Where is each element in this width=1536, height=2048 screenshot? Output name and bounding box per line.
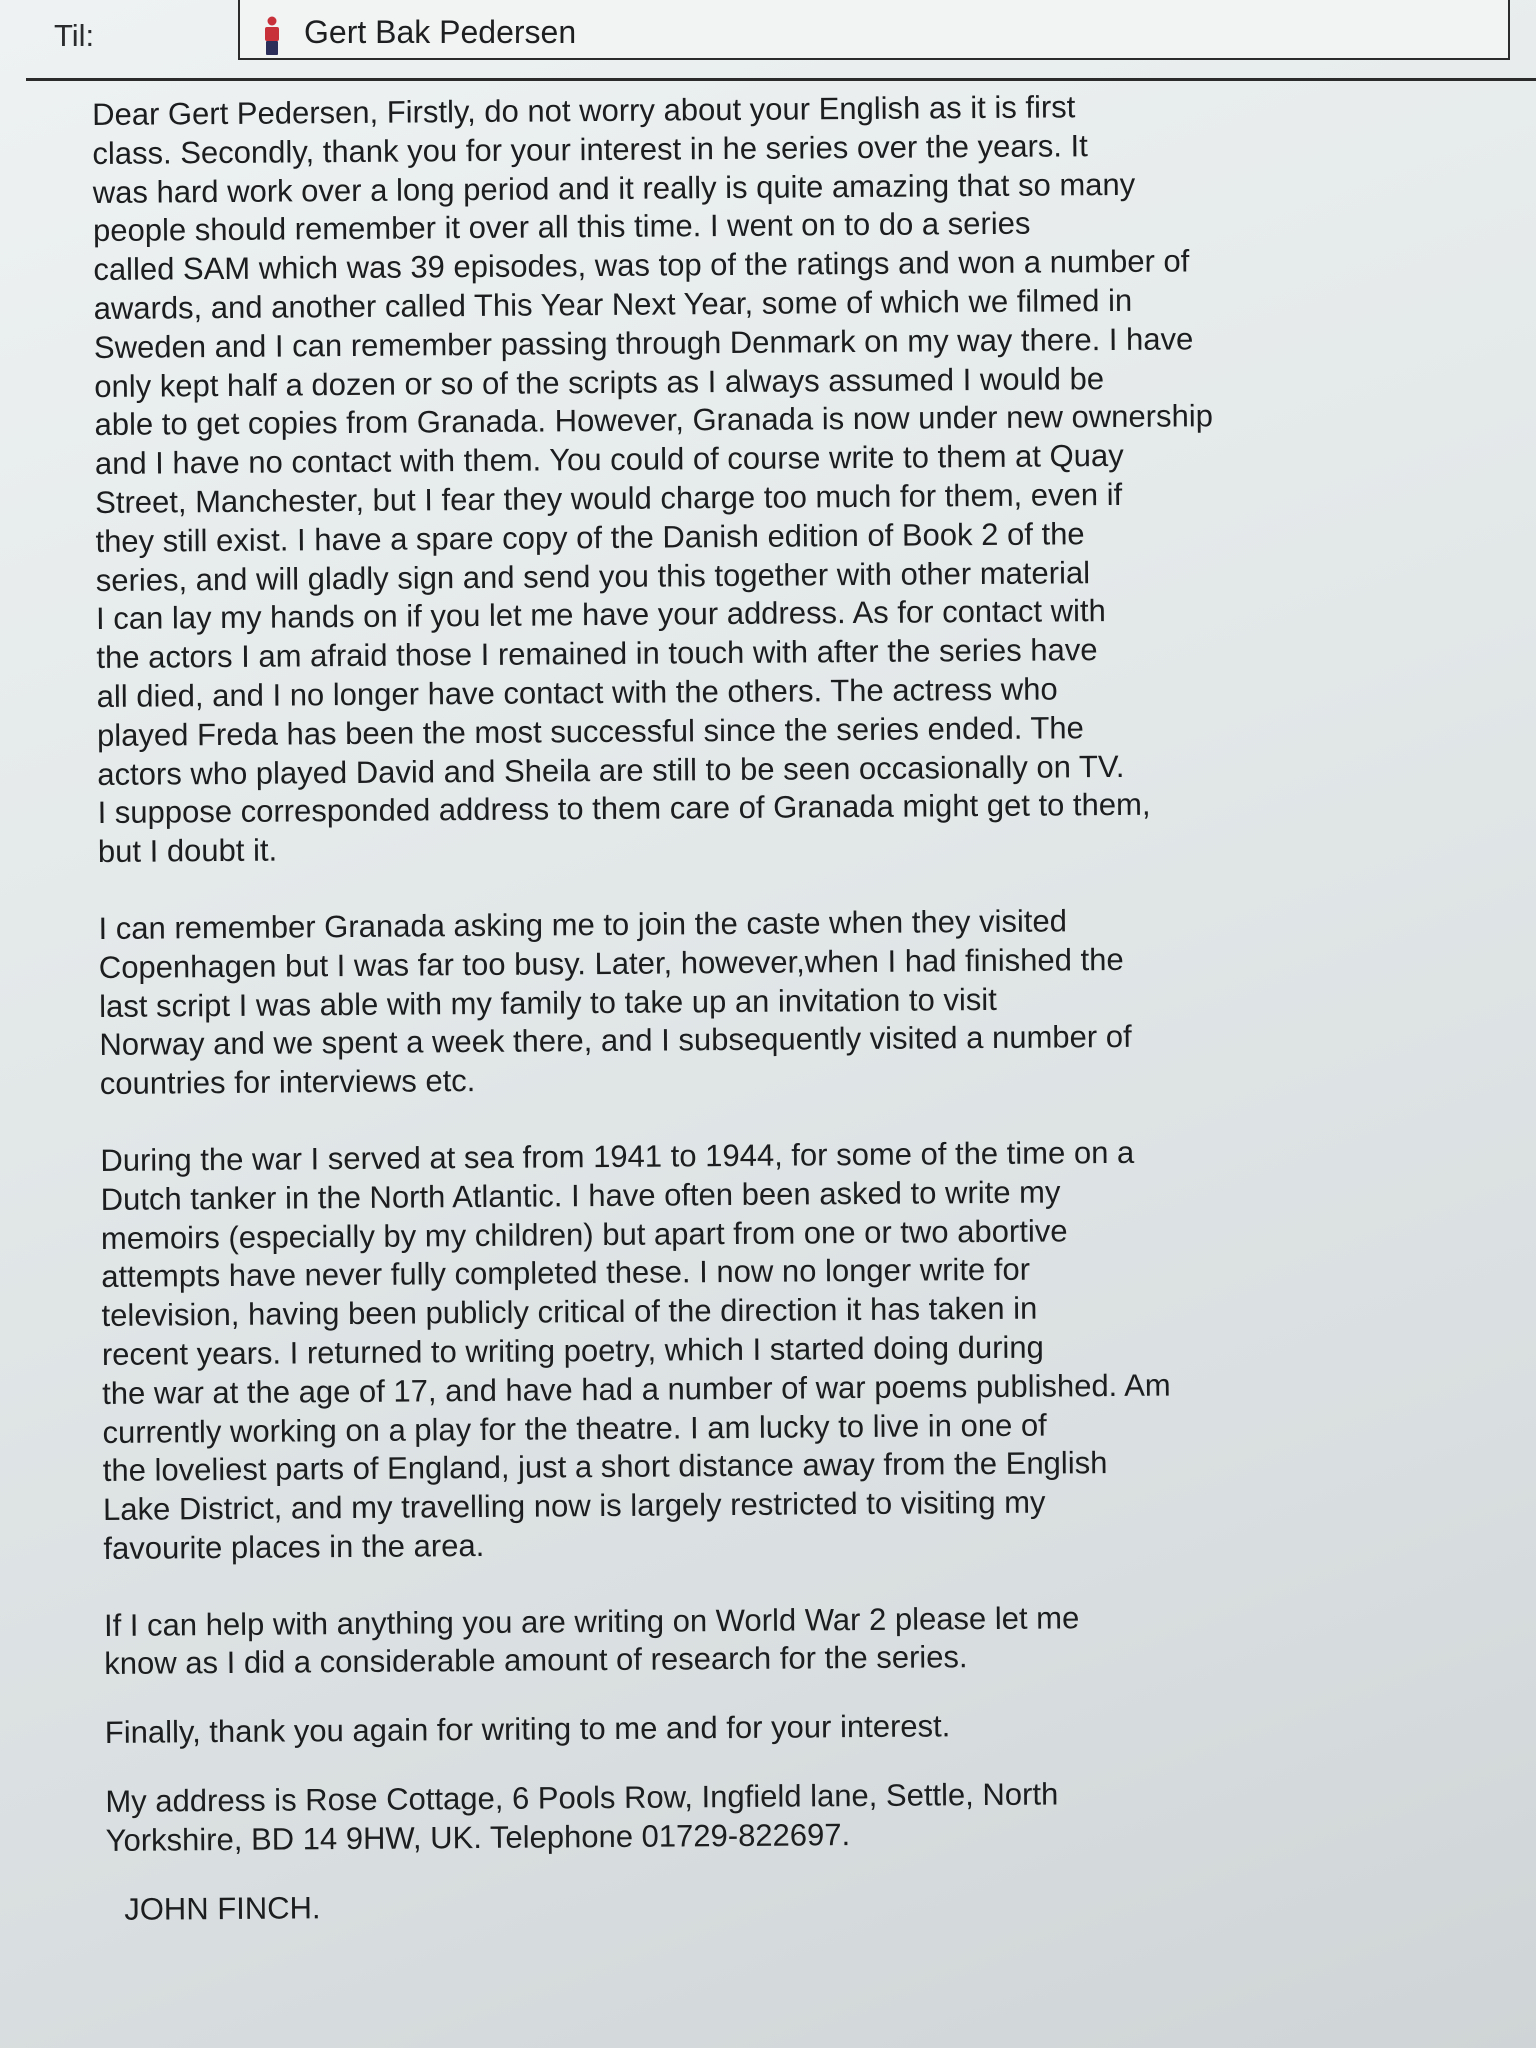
paragraph-help: If I can help with anything you are writing on World War 2 please let me know as I did a considerable amount of research for the series. <box>103 1599 1080 1682</box>
letter-body <box>92 86 1426 1930</box>
header-divider <box>26 78 1536 81</box>
paragraph-thanks: Finally, thank you again for writing to me and for your interest. <box>104 1708 951 1751</box>
to-label: Til: <box>54 18 95 53</box>
paragraph-greeting: Dear Gert Pedersen, Firstly, do not worry about your English as it is first class. Secondly, thank you for your interest in he series over the years. It was hard work over a long period and it really is quite amazing that so many people should remember it over all this time. I went on to do a series called SAM which was 39 episodes, was top of the ratings and won a number of awards, and another called This Year Next Year, some of which we filmed in Sweden and I can remember passing through Denmark on my way there. I have only kept half a dozen or so of the scripts as I always assumed I would be able to get copies from Granada. However, Granada is now under new ownership and I have no contact with them. You could of course write to them at Quay Street, Manchester, but I fear they would charge too much for them, even if they still exist. I have a spare copy of the Danish edition of Book 2 of the series, and will gladly sign and send you this together with other material I can lay my hands on if you let me have your address. As for contact with the actors I am afraid those I remained in touch with after the series have all died, and I no longer have contact with the others. The actress who played Freda has been the most successful since the series ended. The actors who played David and Sheila are still to be seen occasionally on TV. I suppose corresponded address to them care of Granada might get to them, but I doubt it. <box>92 89 1214 870</box>
recipient-field[interactable] <box>238 0 1510 60</box>
paragraph-granada: I can remember Granada asking me to join the caste when they visited Copenhagen but I was far too busy. Later, however,when I had finished the last script I was able with my family to take up an invitation to visit Norway and we spent a week there, and I subsequently visited a number of countries for interviews etc. <box>98 903 1132 1102</box>
recipient-header <box>0 0 1536 82</box>
person-icon <box>262 16 282 56</box>
paragraph-war: During the war I served at sea from 1941 to 1944, for some of the time on a Dutch tanker in the North Atlantic. I have often been asked to write my memoirs (especially by my children) but apart from one or two abortive attempts have never fully completed these. I now no longer write for television, having been publicly critical of the direction it has taken in recent years. I returned to writing poetry, which I started doing during the war at the age of 17, and have had a number of war poems published. Am currently working on a play for the theatre. I am lucky to live in one of the loveliest parts of England, just a short distance away from the English Lake District, and my travelling now is largely restricted to visiting my favourite places in the area. <box>100 1134 1171 1566</box>
signature: JOHN FINCH. <box>124 1889 321 1927</box>
recipient-name: Gert Bak Pedersen <box>304 14 577 50</box>
paragraph-address: My address is Rose Cottage, 6 Pools Row, Ingfield lane, Settle, North Yorkshire, BD 14 9HW, UK. Telephone 01729-822697. <box>105 1776 1059 1858</box>
